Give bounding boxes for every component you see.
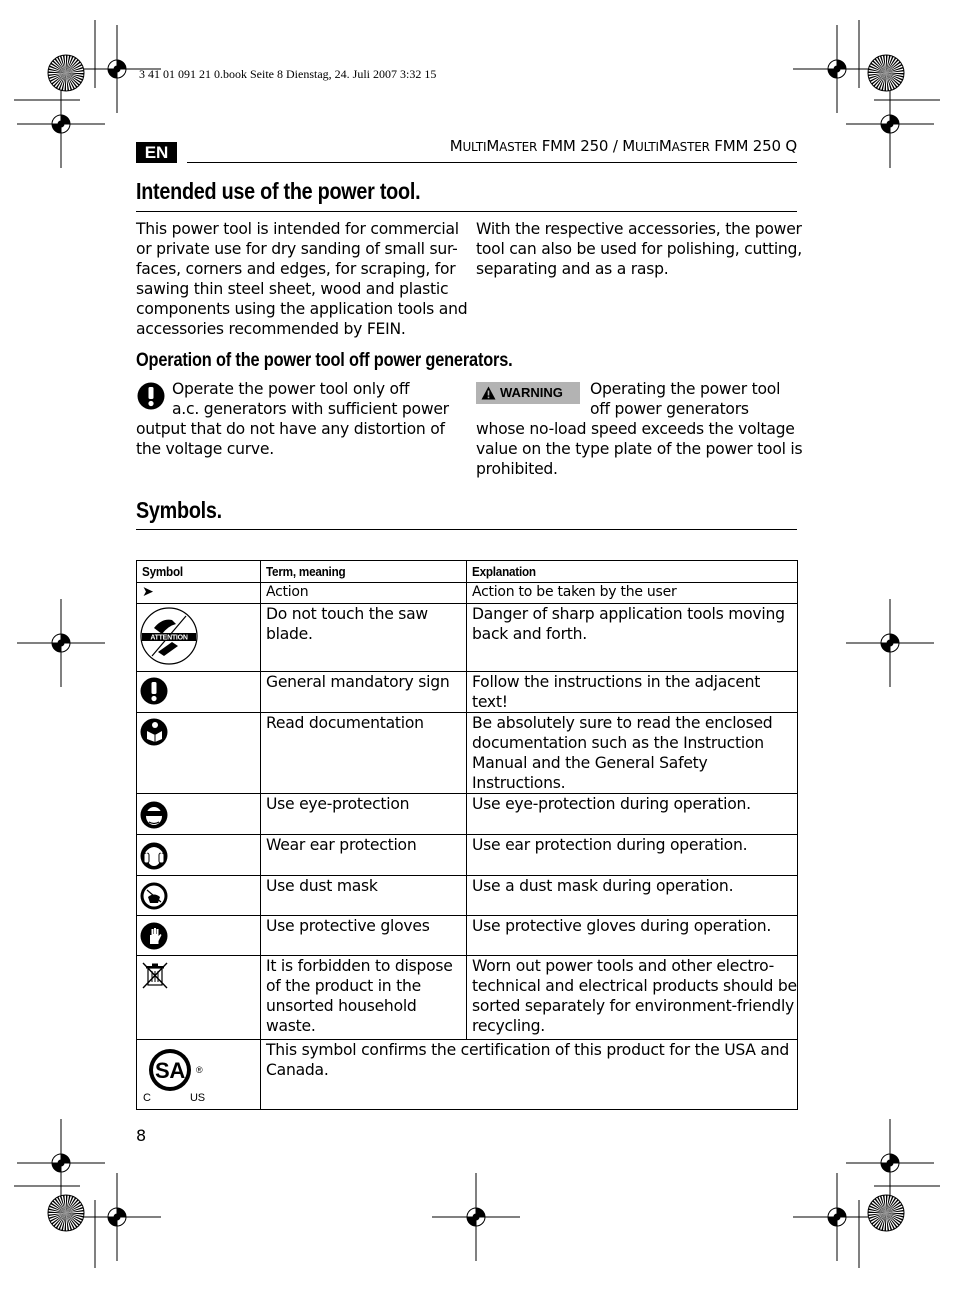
table-row xyxy=(137,916,798,956)
dust-mask-icon xyxy=(140,882,168,910)
explanation-cell: Follow the instructions in the adjacent text! xyxy=(467,672,798,713)
term-cell: Use eye-protection xyxy=(261,794,467,835)
language-badge: EN xyxy=(136,142,177,163)
section-rule xyxy=(136,211,797,212)
explanation-cell: Action to be taken by the user xyxy=(467,583,798,604)
symbol-cell xyxy=(137,604,261,672)
symbol-cell xyxy=(137,835,261,876)
csa-explanation-cell: This symbol confirms the certification of this product for the USA and Canada. xyxy=(261,1040,798,1110)
csa-c-mark: C xyxy=(143,1092,151,1104)
generators-right-text: Operating the power tool off power generators whose no-load speed exceeds the voltage value on the type plate of the power tool is prohibited. xyxy=(476,380,803,478)
term-cell: General mandatory sign xyxy=(261,672,467,713)
table-row xyxy=(137,1040,798,1110)
intended-use-right-text: With the respective accessories, the power tool can also be used for polishing, cutting, separating and as a rasp. xyxy=(476,220,802,278)
section-title-generators: Operation of the power tool off power generators. xyxy=(136,350,513,371)
term-cell: Use protective gloves xyxy=(261,916,467,956)
column-header-term: Term, meaning xyxy=(261,561,467,583)
term-cell: Wear ear protection xyxy=(261,835,467,876)
table-header-row xyxy=(137,561,798,583)
explanation-cell: Use eye-protection during operation. xyxy=(467,794,798,835)
term-cell: Read documentation xyxy=(261,713,467,794)
explanation-cell: Use protective gloves during operation. xyxy=(467,916,798,956)
intended-use-left-text: This power tool is intended for commercial or private use for dry sanding of small sur- faces, corners and edges, for scraping, for sawing thin steel sheet, wood and plastic components using the application tools and accessories recommended by FEIN. xyxy=(136,220,468,338)
table-row xyxy=(137,713,798,794)
explanation-cell: Use ear protection during operation. xyxy=(467,835,798,876)
section-title-symbols: Symbols. xyxy=(136,497,222,523)
symbol-cell xyxy=(137,583,261,604)
read-documentation-icon xyxy=(140,718,168,746)
warning-label-text: WARNING xyxy=(500,385,563,400)
header-rule xyxy=(187,162,797,163)
explanation-cell: Danger of sharp application tools moving back and forth. xyxy=(467,604,798,672)
column-header-explanation: Explanation xyxy=(467,561,798,583)
table-row xyxy=(137,956,798,1040)
explanation-cell: Be absolutely sure to read the enclosed documentation such as the Instruction Manual and the General Safety Instructions. xyxy=(467,713,798,794)
csa-certification-icon xyxy=(140,1042,210,1104)
registered-mark: ® xyxy=(196,1065,203,1075)
symbol-cell xyxy=(137,672,261,713)
section-title-intended-use: Intended use of the power tool. xyxy=(136,178,421,204)
explanation-cell: Worn out power tools and other electro-technical and electrical products should be sorted separately for environment-friendly recycling. xyxy=(467,956,798,1040)
ear-protection-icon xyxy=(140,842,168,870)
symbol-cell xyxy=(137,1040,261,1110)
symbol-cell xyxy=(137,794,261,835)
table-row xyxy=(137,835,798,876)
print-info-line: 3 41 01 091 21 0.book Seite 8 Dienstag, 24. Juli 2007 3:32 15 xyxy=(139,67,437,81)
mandatory-sign-icon xyxy=(140,677,168,705)
model-title: MULTIMASTER FMM 250 / MULTIMASTER FMM 250 Q xyxy=(449,137,797,155)
generators-left-text: Operate the power tool only off a.c. generators with sufficient power output that do not have any distortion of the voltage curve. xyxy=(136,380,449,458)
csa-logo-letters: SA xyxy=(154,1058,186,1083)
symbol-cell xyxy=(137,713,261,794)
attention-saw-blade-icon xyxy=(140,606,198,666)
term-cell: Action xyxy=(261,583,467,604)
protective-gloves-icon xyxy=(140,922,168,950)
term-cell: It is forbidden to dispose of the product in the unsorted household waste. xyxy=(261,956,467,1040)
symbol-cell xyxy=(137,876,261,916)
table-row xyxy=(137,794,798,835)
term-cell: Do not touch the saw blade. xyxy=(261,604,467,672)
crossed-bin-icon xyxy=(140,960,170,990)
csa-us-mark: US xyxy=(190,1092,205,1104)
table-row xyxy=(137,876,798,916)
page-number: 8 xyxy=(136,1126,147,1145)
eye-protection-icon xyxy=(140,801,168,829)
symbol-cell xyxy=(137,956,261,1040)
term-cell: Use dust mask xyxy=(261,876,467,916)
table-row xyxy=(137,604,798,672)
table-row xyxy=(137,672,798,713)
explanation-cell: Use a dust mask during operation. xyxy=(467,876,798,916)
table-row xyxy=(137,583,798,604)
symbols-table xyxy=(136,560,798,1110)
symbol-cell xyxy=(137,916,261,956)
attention-label: ATTENTION xyxy=(150,634,188,642)
section-rule xyxy=(136,529,797,530)
column-header-symbol: Symbol xyxy=(137,561,261,583)
action-arrow-icon: ➤ xyxy=(142,584,154,600)
